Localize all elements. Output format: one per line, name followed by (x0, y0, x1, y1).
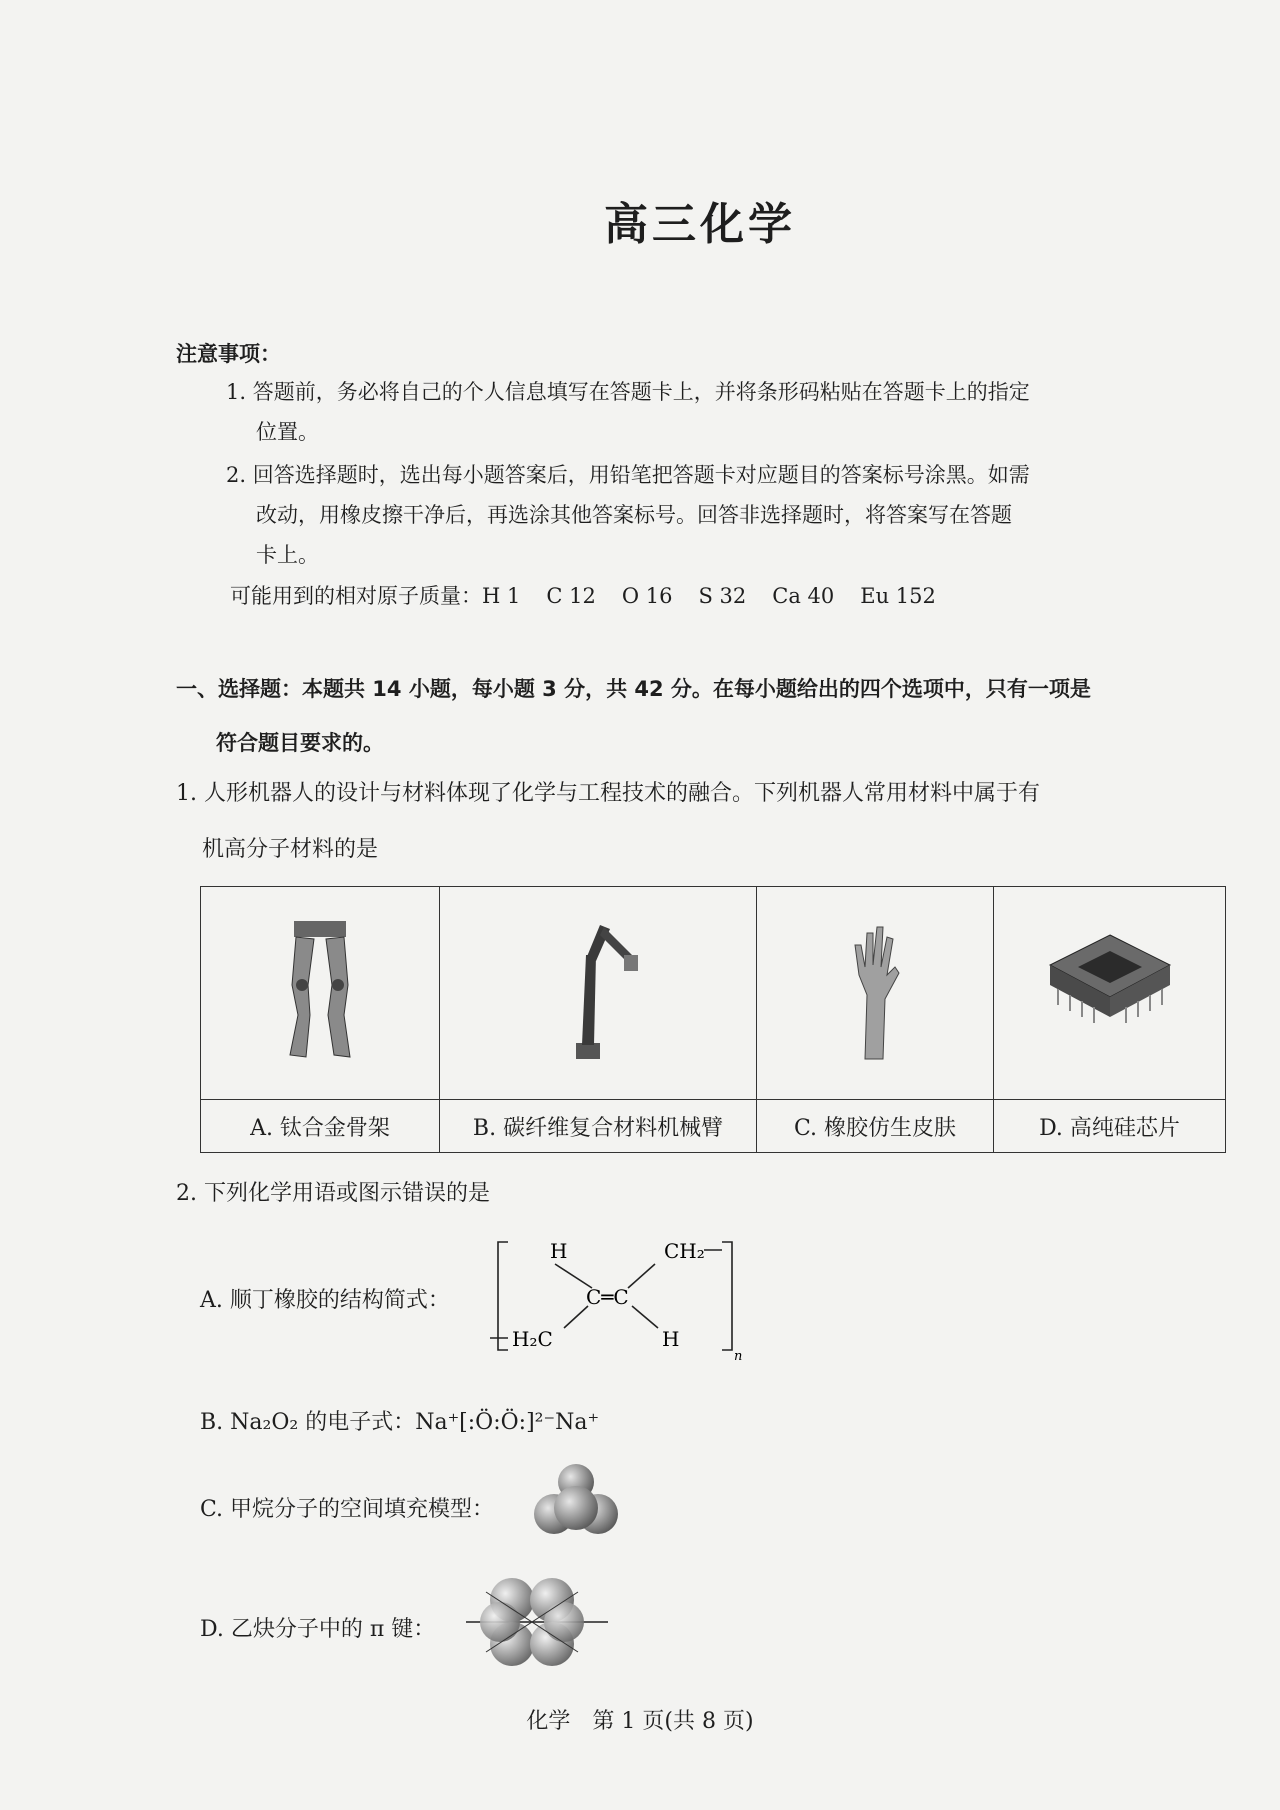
notice-item-1 (226, 372, 1222, 452)
option-b-image-cell (440, 887, 757, 1100)
section-1-line2: 符合题目要求的。 (216, 731, 384, 755)
option-a-image-cell (201, 887, 440, 1100)
question-1-stem (176, 766, 1226, 878)
question-2-option-b-label: B. Na₂O₂ 的电子式： (200, 1410, 416, 1435)
struct-c-double-c: C═C (586, 1285, 629, 1309)
notice-item-1-line2: 位置。 (256, 420, 319, 444)
question-2-option-c-label: C. 甲烷分子的空间填充模型： (200, 1497, 495, 1522)
atomic-mass-label: 可能用到的相对原子质量： (230, 584, 482, 608)
robot-legs-icon (280, 915, 360, 1065)
notice-item-2-line2: 改动，用橡皮擦干净后，再选涂其他答案标号。回答非选择题时，将答案写在答题 (256, 503, 1012, 527)
robot-arm-icon (548, 915, 648, 1065)
atomic-mass-o: O 16 (621, 584, 673, 608)
question-1-line2: 机高分子材料的是 (202, 837, 379, 862)
page-title: 高三化学 (604, 199, 796, 250)
question-2-option-b (200, 1405, 599, 1436)
notice-item-2 (226, 455, 1222, 575)
option-b-caption: B. 碳纤维复合材料机械臂 (440, 1100, 757, 1153)
cis-polybutadiene-structure (490, 1232, 750, 1362)
atomic-mass-ca: Ca 40 (772, 584, 835, 608)
methane-space-filling-model (530, 1462, 622, 1542)
struct-h-bottom: H (662, 1327, 680, 1351)
struct-h-top: H (550, 1239, 568, 1263)
question-1-options-table (200, 886, 1226, 1153)
robot-hand-icon (845, 915, 905, 1065)
section-1-heading (176, 662, 1226, 770)
option-c-caption: C. 橡胶仿生皮肤 (757, 1100, 994, 1153)
silicon-chip-icon (1040, 925, 1180, 1055)
atomic-mass-c: C 12 (546, 584, 596, 608)
atomic-mass-h: H 1 (482, 584, 521, 608)
page-footer: 化学 第 1 页(共 8 页) (526, 1709, 754, 1734)
atomic-mass-line (230, 580, 962, 610)
option-d-caption: D. 高纯硅芯片 (994, 1100, 1226, 1153)
notice-item-1-line1: 1. 答题前，务必将自己的个人信息填写在答题卡上，并将条形码粘贴在答题卡上的指定 (226, 380, 1030, 404)
struct-n-subscript: n (734, 1349, 743, 1362)
section-1-line1: 一、选择题：本题共 14 小题，每小题 3 分，共 42 分。在每小题给出的四个选项中，只有一项是 (176, 677, 1091, 701)
option-d-image-cell (994, 887, 1226, 1100)
struct-h2c: H₂C (512, 1327, 553, 1351)
option-a-caption: A. 钛合金骨架 (201, 1100, 440, 1153)
notice-item-2-line1: 2. 回答选择题时，选出每小题答案后，用铅笔把答题卡对应题目的答案标号涂黑。如需 (226, 463, 1030, 487)
notice-heading: 注意事项： (176, 342, 281, 366)
na2o2-electron-formula: Na⁺[:Ö:Ö:]²⁻Na⁺ (415, 1410, 600, 1435)
atomic-mass-s: S 32 (698, 584, 747, 608)
question-2-stem: 2. 下列化学用语或图示错误的是 (176, 1181, 490, 1206)
question-2-option-d-label: D. 乙炔分子中的 π 键： (200, 1617, 436, 1642)
question-1-line1: 1. 人形机器人的设计与材料体现了化学与工程技术的融合。下列机器人常用材料中属于有 (176, 781, 1040, 806)
notice-item-2-line3: 卡上。 (256, 543, 319, 567)
option-c-image-cell (757, 887, 994, 1100)
atomic-mass-eu: Eu 152 (860, 584, 936, 608)
question-2-option-a-label: A. 顺丁橡胶的结构简式： (200, 1288, 450, 1313)
struct-ch2: CH₂ (664, 1239, 705, 1263)
acetylene-pi-bond-diagram (462, 1572, 612, 1672)
